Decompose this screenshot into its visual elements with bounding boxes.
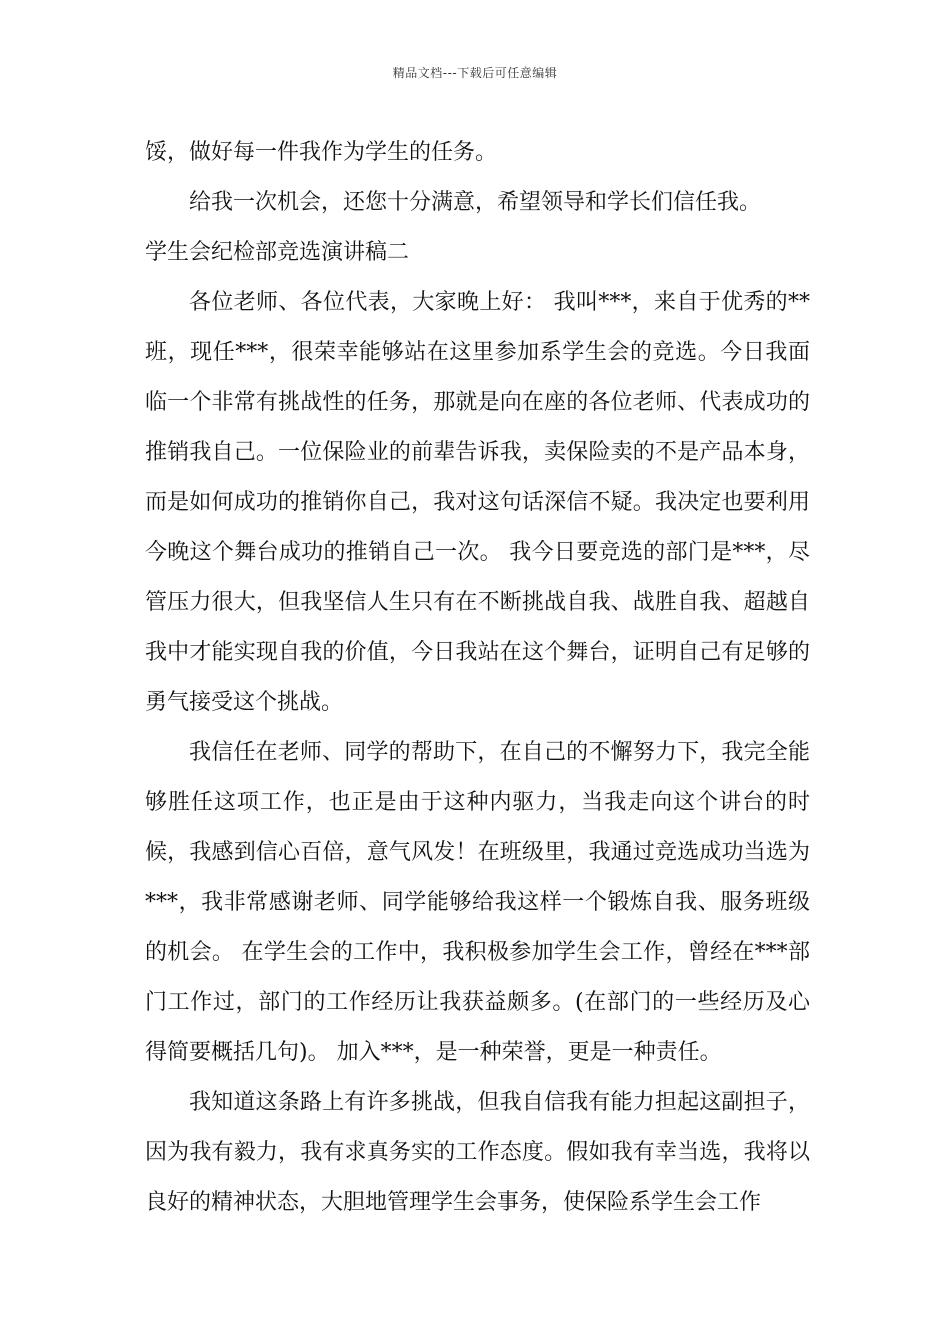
section-title: 学生会纪检部竞选演讲稿二 — [145, 240, 410, 265]
document-body — [145, 128, 810, 1228]
paragraph-experience: 我信任在老师、同学的帮助下，在自己的不懈努力下，我完全能够胜任这项工作，也正是由于这种内驱力，当我走向这个讲台的时候，我感到信心百倍，意气风发！在班级里，我通过竞选成功当选为***，我非常感谢老师、同学能够给我这样一个锻炼自我、服务班级的机会。 在学生会的工作中，我积极参加学生会工作，曾经在***部门工作过，部门的工作经历让我获益颇多。(在部门的一些经历及心得简要概括几句)。 加入***，是一种荣誉，更是一种责任。 — [145, 740, 810, 1065]
paragraph-continuation: 馁，做好每一件我作为学生的任务。 — [145, 140, 498, 165]
page-header: 精品文档---下载后可任意编辑 — [392, 66, 558, 80]
paragraph-closing: 给我一次机会，还您十分满意，希望领导和学长们信任我。 — [189, 190, 762, 215]
paragraph-commitment: 我知道这条路上有许多挑战，但我自信我有能力担起这副担子，因为我有毅力，我有求真务实的工作态度。假如我有幸当选，我将以良好的精神状态，大胆地管理学生会事务，使保险系学生会工作 — [145, 1090, 810, 1215]
paragraph-intro: 各位老师、各位代表，大家晚上好： 我叫***，来自于优秀的**班，现任***，很荣幸能够站在这里参加系学生会的竞选。今日我面临一个非常有挑战性的任务，那就是向在座的各位老师、代表成功的推销我自己。一位保险业的前辈告诉我，卖保险卖的不是产品本身，而是如何成功的推销你自己，我对这句话深信不疑。我决定也要利用今晚这个舞台成功的推销自己一次。 我今日要竞选的部门是***，尽管压力很大，但我坚信人生只有在不断挑战自我、战胜自我、超越自我中才能实现自我的价值，今日我站在这个舞台，证明自己有足够的勇气接受这个挑战。 — [145, 290, 810, 715]
